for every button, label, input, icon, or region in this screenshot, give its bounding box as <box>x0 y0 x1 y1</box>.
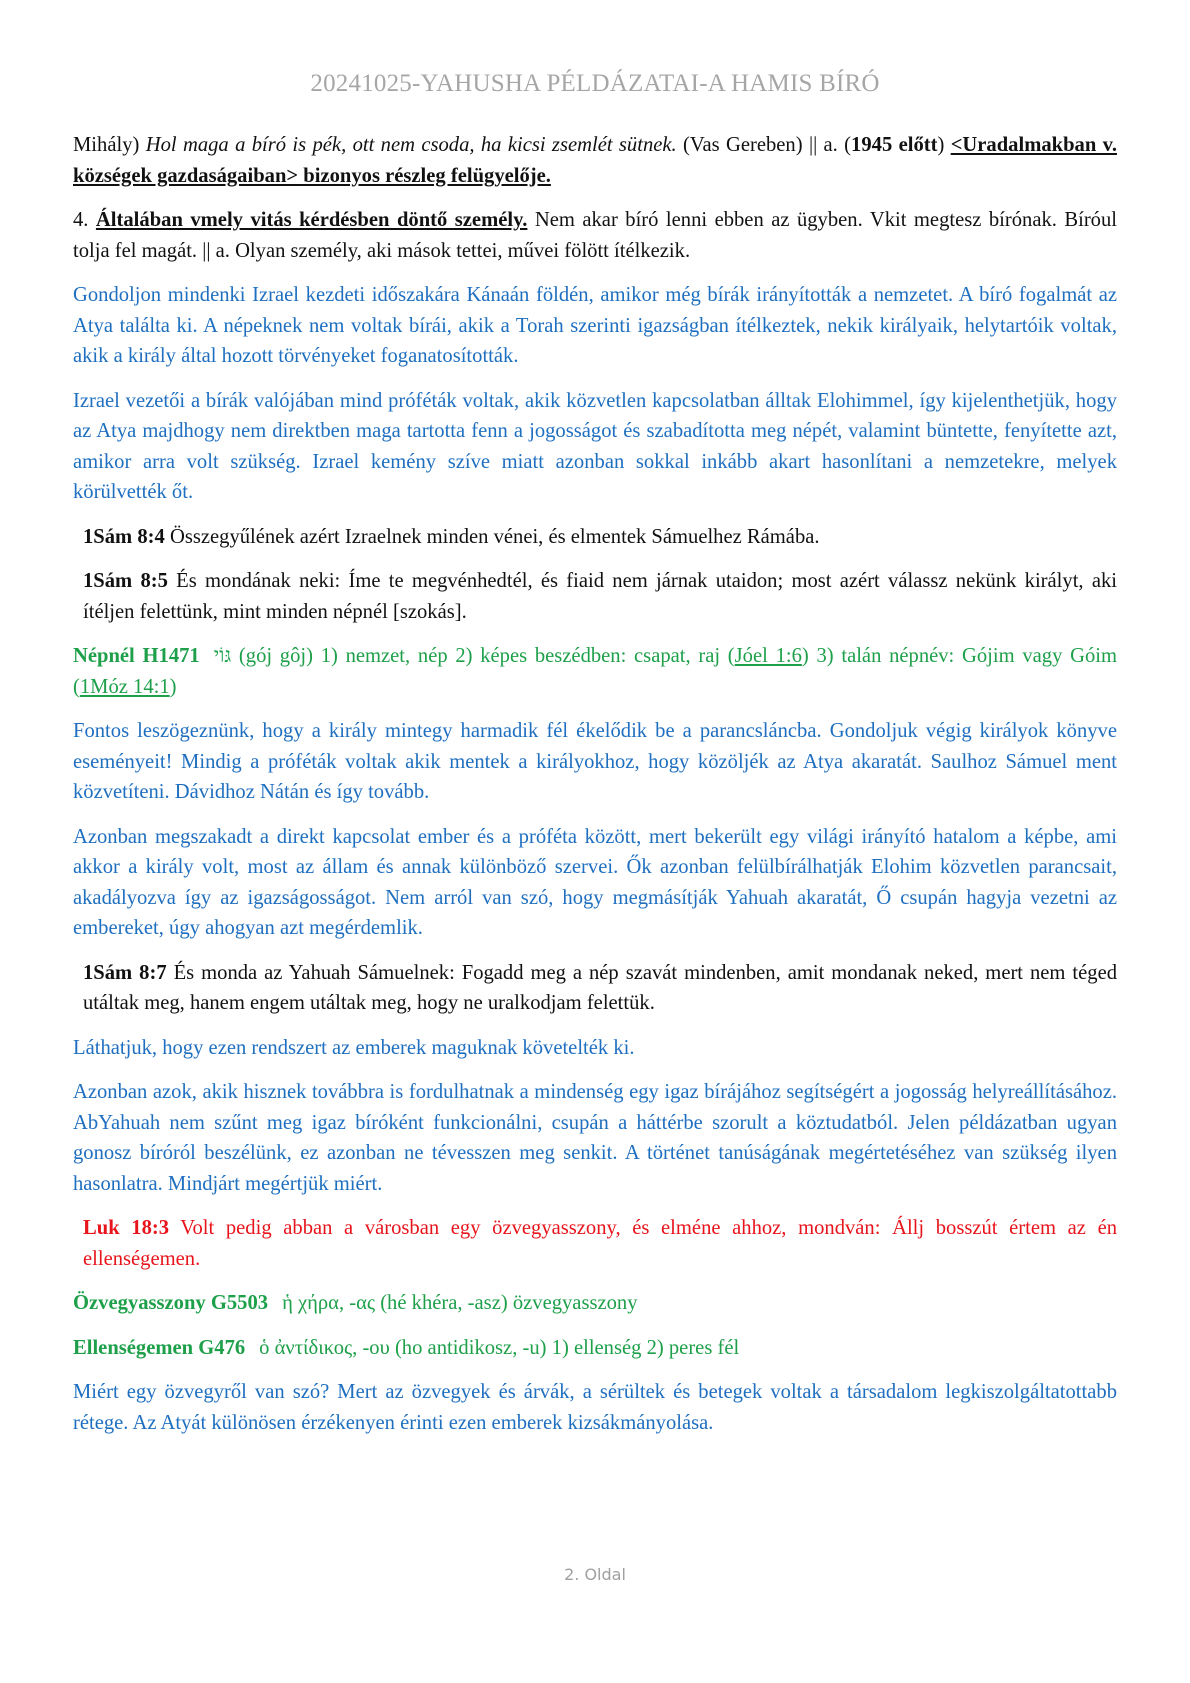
text-run: ) <box>169 675 177 698</box>
greek-definition: ὁ ἀντίδικος, -ου (ho antidikosz, -u) 1) ellenség 2) peres fél <box>259 1336 740 1359</box>
verse-paragraph <box>73 1213 1117 1274</box>
word-study-paragraph <box>73 1288 1117 1319</box>
text-run: Mihály) <box>73 134 146 156</box>
text-run: (Vas Gereben) || a. ( <box>676 134 852 156</box>
verse-reference: 1Sám 8:4 <box>83 525 165 548</box>
quote-italic: Hol maga a bíró is pék, ott nem csoda, ha kicsi zsemlét sütnek. <box>145 134 677 156</box>
page-header: 20241025-YAHUSHA PÉLDÁZATAI-A HAMIS BÍRÓ <box>310 70 880 97</box>
commentary-paragraph: Láthatjuk, hogy ezen rendszert az emberek maguknak követelték ki. <box>73 1036 635 1059</box>
commentary-paragraph: Gondoljon mindenki Izrael kezdeti időszakára Kánaán földén, amikor még bírák irányították a nemzetet. A bíró fogalmát az Atya találta ki. A népeknek nem voltak bírái, akik a Torah szerinti igazságban ítélkeztek, nekik királyaik, helytartóik voltak, akik a király által hozott törvényeket foganatosították. <box>73 284 1117 367</box>
word-study-term: Népnél H1471 <box>73 645 200 667</box>
text-run: (gój gôj) 1) nemzet, nép 2) képes beszédben: csapat, raj ( <box>231 645 735 667</box>
verse-reference: Luk 18:3 <box>83 1217 170 1239</box>
verse-text: És mondának neki: Íme te megvénhedtél, és fiaid nem járnak utaidon; most azért válassz nekünk királyt, aki ítéljen felettünk, mint minden népnél [szokás]. <box>83 570 1117 623</box>
commentary-paragraph: Azonban megszakadt a direkt kapcsolat ember és a próféta között, mert bekerült egy világi irányító hatalom a képbe, ami akkor a király volt, most az állam és annak különböző szervei. Ők azonban felülbírálhatják Elohim közvetlen parancsait, akadályozva így az igazságosságot. Nem arról van szó, hogy megmásítják Yahuah akaratát, Ő csupán hagyja vezetni az embereket, úgy ahogyan azt megérdemlik. <box>73 825 1117 939</box>
definition-bold: <Uradalmakban v. községek gazdaságaiban> bizonyos részleg felügyelője. <box>73 134 1117 187</box>
commentary-paragraph: Azonban azok, akik hisznek továbbra is fordulhatnak a mindenség egy igaz bírájához segítségért a jogosság helyreállításához. AbYahuah nem szűnt meg igaz bíróként funkcionálni, csupán a háttérbe szorult a köztudatból. Jelen példázatban ugyan gonosz bíróról beszélünk, ez azonban ne tévesszen meg senkit. A történet tanúságának megértetéséhez van szükség ilyen hasonlatra. Mindjárt megértjük miért. <box>73 1081 1117 1195</box>
word-study-term: Ellenségemen G476 <box>73 1336 246 1359</box>
commentary-paragraph: Miért egy özvegyről van szó? Mert az özvegyek és árvák, a sérültek és betegek voltak a társadalom legkiszolgáltatottabb rétege. Az Atyát különösen érzékenyen érinti ezen emberek kizsákmányolása. <box>73 1381 1117 1434</box>
hebrew-word: גּוֹי <box>213 645 232 667</box>
word-study-paragraph <box>73 641 1117 702</box>
date-bold: 1945 előtt <box>851 134 938 156</box>
commentary-paragraph: Izrael vezetői a bírák valójában mind próféták voltak, akik közvetlen kapcsolatban álltak Elohimmel, így kijelenthetjük, hogy az Atya majdhogy nem direktben maga tartotta fenn a jogosságot és szabadította meg népét, valamint büntette, fenyítette azt, amikor arra volt szükség. Izrael kemény szíve miatt azonban sokkal inkább akart hasonlítani a nemzetekre, melyek körülvették őt. <box>73 389 1117 503</box>
scripture-link[interactable]: 1Móz 14:1 <box>79 675 170 698</box>
word-study-paragraph <box>73 1333 1117 1364</box>
word-study-term: Özvegyasszony G5503 <box>73 1292 269 1314</box>
text-run: Nem akar bíró lenni ebben az ügyben. Vkit megtesz bírónak. Bíróul tolja fel magát. || a. Olyan személy, aki mások tettei, művei fölött ítélkezik. <box>73 209 1118 262</box>
verse-paragraph <box>73 958 1117 1019</box>
verse-reference: 1Sám 8:7 <box>83 961 167 984</box>
text-run: 4. <box>73 209 96 231</box>
verse-text: És monda az Yahuah Sámuelnek: Fogadd meg a nép szavát mindenben, amit mondanak neked, mert nem téged utáltak meg, hanem engem utáltak meg, hogy ne uralkodjam felettük. <box>83 961 1118 1014</box>
verse-paragraph <box>73 522 1117 553</box>
dictionary-paragraph-3 <box>73 130 1117 191</box>
definition-bold: Általában vmely vitás kérdésben döntő személy. <box>95 209 528 231</box>
scripture-link[interactable]: Jóel 1:6 <box>734 645 802 667</box>
page-number: 2. Oldal <box>564 1565 626 1584</box>
commentary-paragraph: Fontos leszögeznünk, hogy a király mintegy harmadik fél ékelődik be a parancsláncba. Gondoljuk végig királyok könyve eseményeit! Mindig a próféták voltak akik mentek a királyokhoz, hogy közöljék az Atya akaratát. Saulhoz Sámuel ment közvetíteni. Dávidhoz Nátán és így tovább. <box>73 720 1117 803</box>
text-run: ) <box>937 134 951 156</box>
text-run: ) 3) talán népnév: Gójim vagy Góim ( <box>73 645 1118 698</box>
page-content <box>73 130 1117 1452</box>
dictionary-paragraph-4 <box>73 205 1117 266</box>
greek-definition: ἡ χήρα, -ας (hé khéra, -asz) özvegyasszony <box>282 1292 638 1314</box>
verse-paragraph <box>73 566 1117 627</box>
verse-text: Összegyűlének azért Izraelnek minden vénei, és elmentek Sámuelhez Rámába. <box>164 525 820 548</box>
verse-reference: 1Sám 8:5 <box>83 570 168 592</box>
verse-text: Volt pedig abban a városban egy özvegyasszony, és elméne ahhoz, mondván: Állj bosszút értem az én ellenségemen. <box>83 1217 1117 1270</box>
